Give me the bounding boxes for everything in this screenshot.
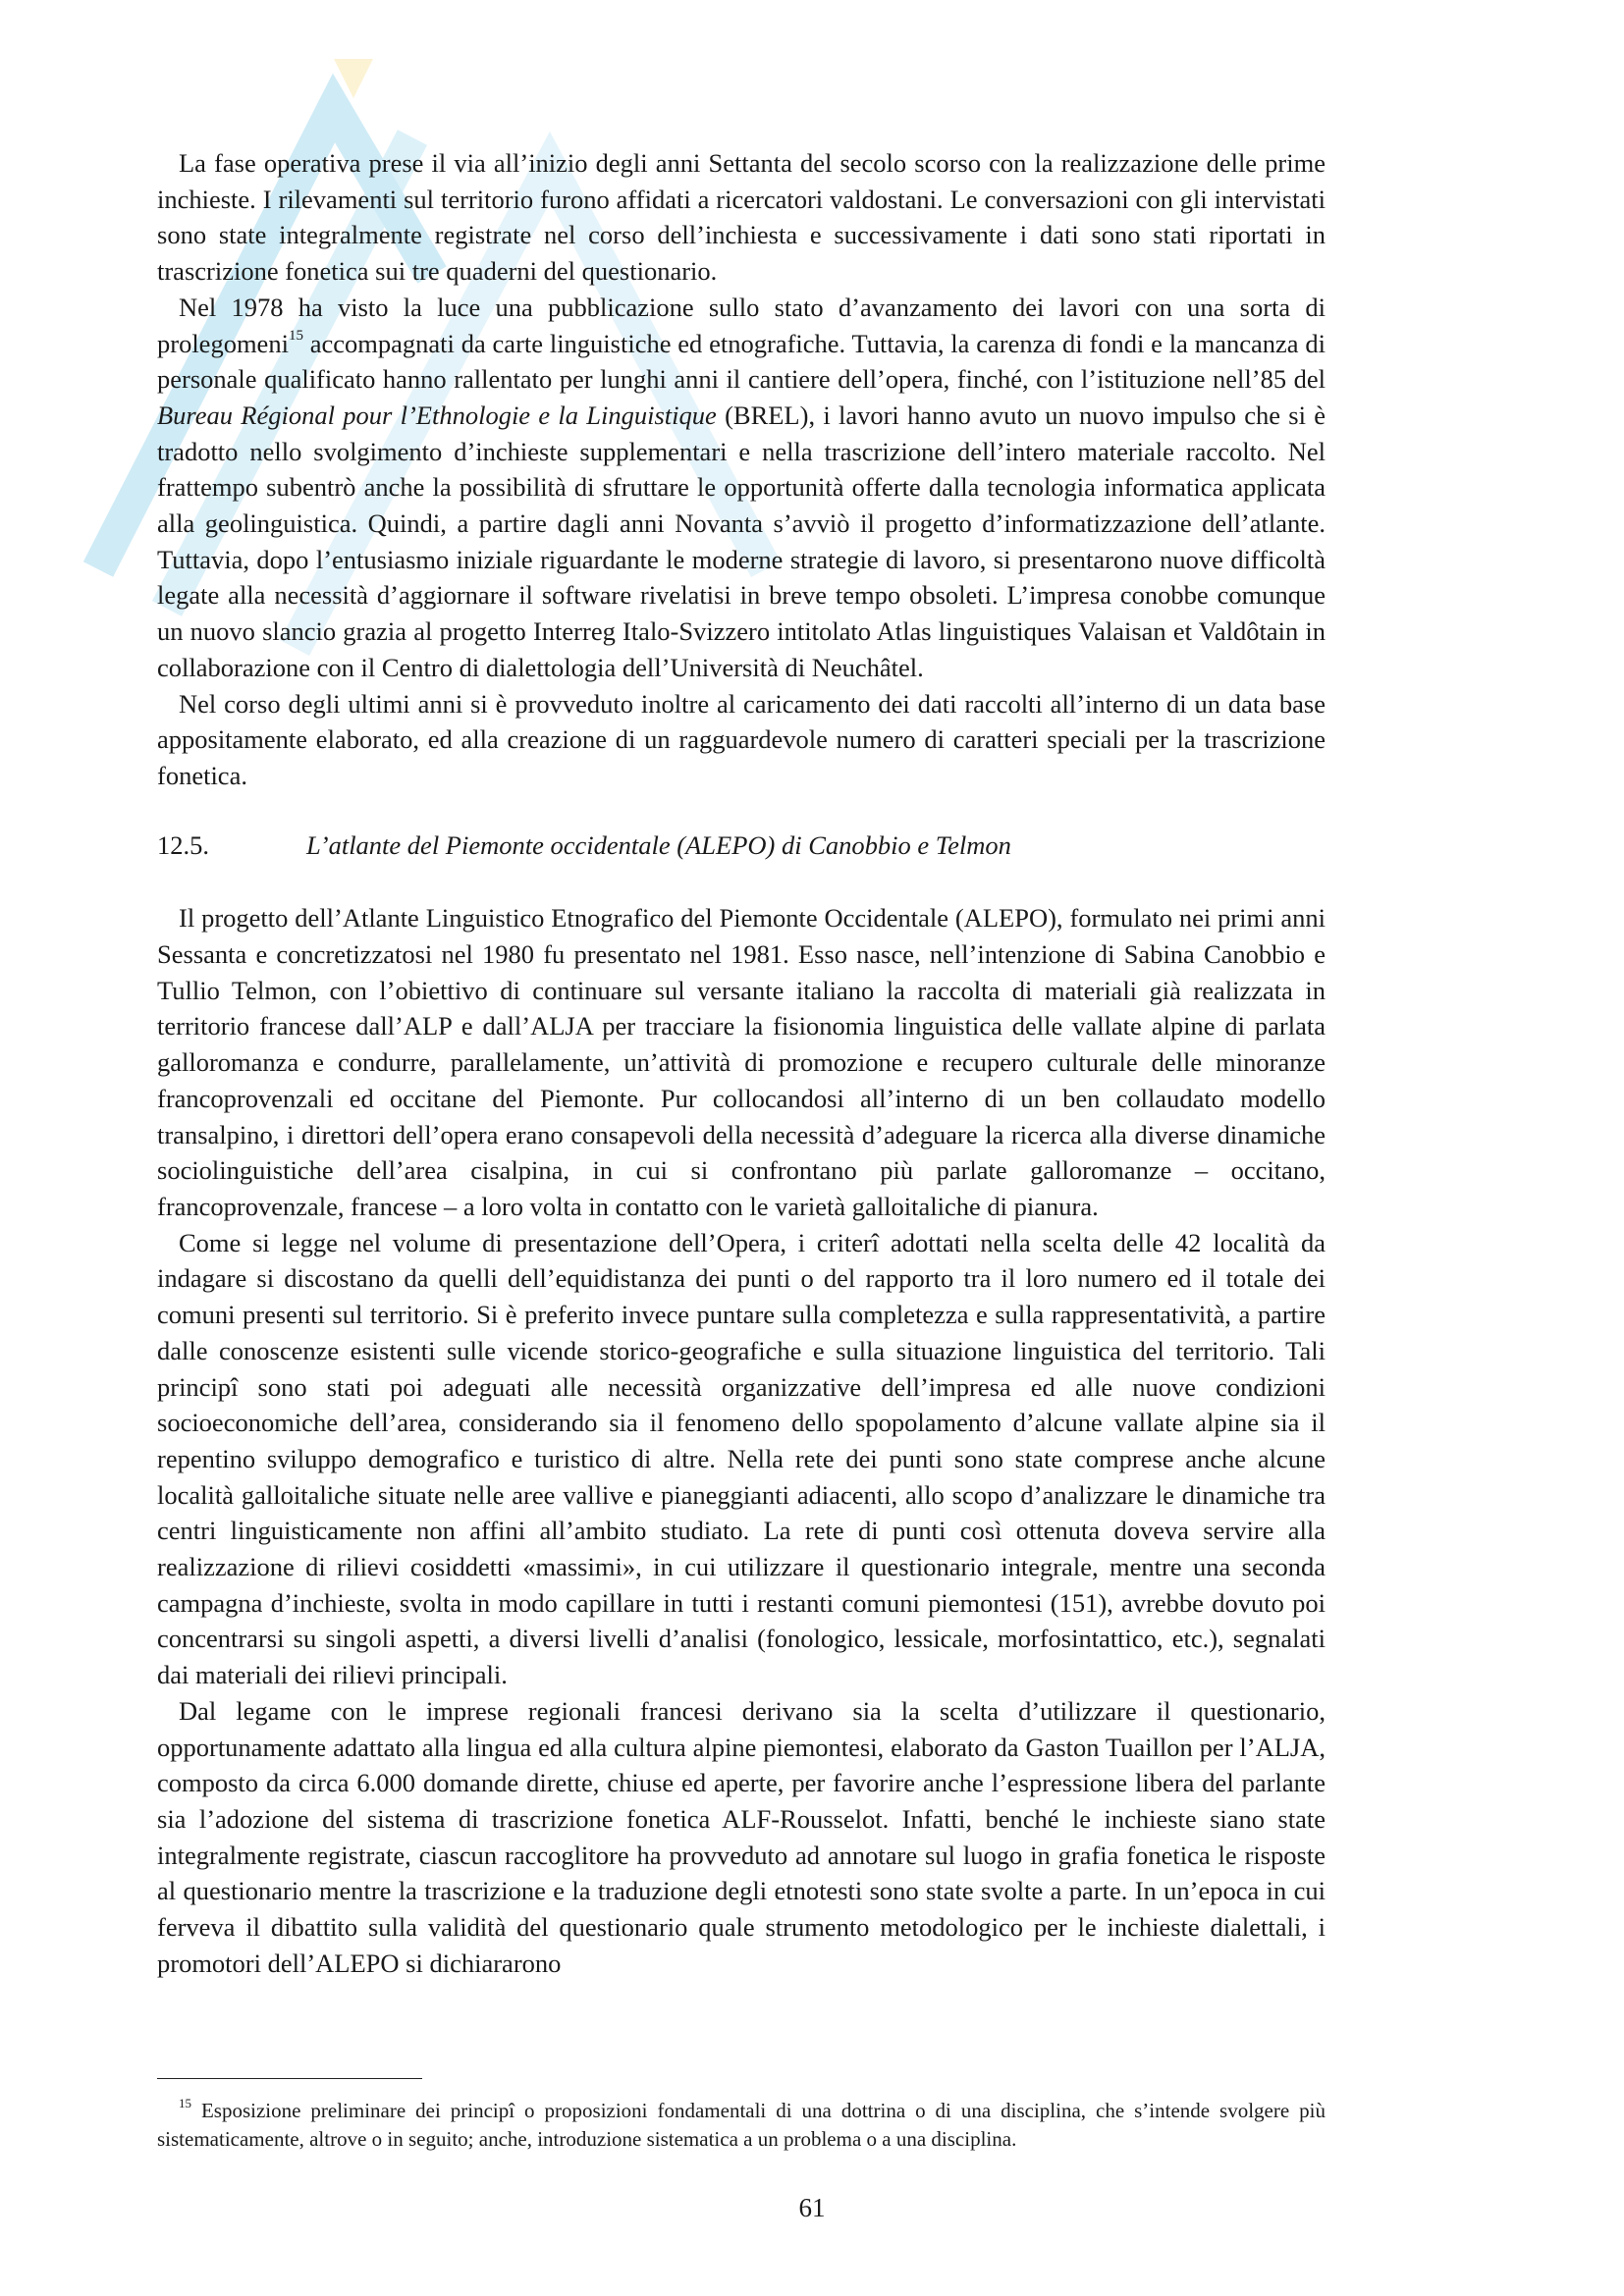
para2-text-a: Nel 1978 ha visto la luce una pubblicazione sullo stato d’avanzamento dei lavori con una sorta di prolegomeni [157, 292, 1326, 358]
bureau-name-italic: Bureau Régional pour l’Ethnologie e la Linguistique [157, 400, 717, 430]
section-heading [157, 828, 1326, 864]
section-number: 12.5. [157, 829, 209, 860]
footnote-text: Esposizione preliminare dei principî o proposizioni fondamentali di una dottrina o di una disciplina, che s’intende svolgere più sistematicamente, altrove o in seguito; anche, introduzione sistematica a un problema o a una disciplina. [157, 2099, 1326, 2151]
footnote-15 [157, 2097, 1326, 2154]
paragraph-1978-publication [157, 290, 1326, 686]
paragraph-questionnaire: Dal legame con le imprese regionali francesi derivano sia la scelta d’utilizzare il questionario, opportunamente adattato alla lingua ed alla cultura alpine piemontesi, elaborato da Gaston Tuaillon per l’ALJA, composto da circa 6.000 domande dirette, chiuse ed aperte, per favorire anche l’espressione libera del parlante sia l’adozione del sistema di trascrizione fonetica ALF-Rousselot. Infatti, benché le inchieste siano state integralmente registrate, ciascun raccoglitore ha provveduto ad annotare sul luogo in grafia fonetica le risposte al questionario mentre la trascrizione e la traduzione degli etnotesti sono state svolte a parte. In un’epoca in cui ferveva il dibattito sulla validità del questionario quale strumento metodologico per le inchieste dialettali, i promotori dell’ALEPO si dichiararono [157, 1695, 1326, 1978]
footnote-separator [157, 2078, 422, 2079]
page-number: 61 [798, 2193, 826, 2222]
paragraph-operational-phase: La fase operativa prese il via all’inizio degli anni Settanta del secolo scorso con la realizzazione delle prime inchieste. I rilevamenti sul territorio furono affidati a ricercatori valdostani. Le conversazioni con gli intervistati sono state integralmente registrate nel corso dell’inchiesta e successivamente i dati sono stati riportati in trascrizione fonetica sui tre quaderni del questionario. [157, 148, 1326, 287]
section-title: L’atlante del Piemonte occidentale (ALEPO) di Canobbio e Telmon [306, 829, 1011, 860]
document-body [157, 145, 1326, 1981]
paragraph-alepo-project: Il progetto dell’Atlante Linguistico Etnografico del Piemonte Occidentale (ALEPO), formulato nei primi anni Sessanta e concretizzatosi nel 1980 fu presentato nel 1981. Esso nasce, nell’intenzione di Sabina Canobbio e Tullio Telmon, con l’obiettivo di continuare sul versante italiano la raccolta di materiali già realizzata in territorio francese dall’ALP e dall’ALJA per tracciare la fisionomia linguistica delle vallate alpine di parlata galloromanza e condurre, parallelamente, un’attività di promozione e recupero culturale delle minoranze francoprovenzali ed occitane del Piemonte. Pur collocandosi all’interno di un ben collaudato modello transalpino, i direttori dell’opera erano consapevoli della necessità d’adeguare la ricerca alla diverse dinamiche sociolinguistiche dell’area cisalpina, in cui si confrontano più parlate galloromanze – occitano, francoprovenzale, francese – a loro volta in contatto con le varietà galloitaliche di pianura. [157, 903, 1326, 1221]
para2-text-c: (BREL), i lavori hanno avuto un nuovo impulso che si è tradotto nello svolgimento d’inchieste supplementari e nella trascrizione dell’intero materiale raccolto. Nel frattempo subentrò anche la possibilità di sfruttare le opportunità offerte dalla tecnologia informatica applicata alla geolinguistica. Quindi, a partire dagli anni Novanta s’avviò il progetto d’informatizzazione dell’atlante. Tuttavia, dopo l’entusiasmo iniziale riguardante le moderne strategie di lavoro, si presentarono nuove difficoltà legate alla necessità d’aggiornare il software rivelatisi in breve tempo obsoleti. L’impresa conobbe comunque un nuovo slancio grazia al progetto Interreg Italo-Svizzero intitolato Atlas linguistiques Valaisan et Valdôtain in collaborazione con il Centro di dialettologia dell’Università di Neuchâtel. [157, 400, 1326, 682]
paragraph-criteria: Come si legge nel volume di presentazione dell’Opera, i criterî adottati nella scelta delle 42 località da indagare si discostano da quelli dell’equidistanza dei punti o del rapporto tra il loro numero ed il totale dei comuni presenti sul territorio. Si è preferito invece puntare sulla completezza e sulla rappresentatività, a partire dalle conoscenze esistenti sulle vicende storico-geografiche e sulla situazione linguistica del territorio. Tali principî sono stati poi adeguati alle necessità organizzative dell’impresa ed alle nuove condizioni socioeconomiche dell’area, considerando sia il fenomeno dello spopolamento d’alcune vallate alpine sia il repentino sviluppo demografico e turistico di altre. Nella rete dei punti sono state comprese anche alcune località galloitaliche situate nelle aree vallive e pianeggianti adiacenti, allo scopo d’analizzare le dinamiche tra centri linguisticamente non affini all’ambito studiato. La rete di punti così ottenuta doveva servire alla realizzazione di rilievi cosiddetti «massimi», in cui utilizzare il questionario integrale, mentre una seconda campagna d’inchieste, svolta in modo capillare in tutti i restanti comuni piemontesi (151), avrebbe dovuto poi concentrarsi su singoli aspetti, a diversi livelli d’analisi (fonologico, lessicale, morfosintattico, etc.), segnalati dai materiali dei rilievi principali. [157, 1227, 1326, 1690]
footnote-ref-15[interactable]: 15 [288, 327, 303, 344]
para2-text-b: accompagnati da carte linguistiche ed etnografiche. Tuttavia, la carenza di fondi e la mancanza di personale qualificato hanno rallentato per lunghi anni il cantiere dell’opera, finché, con l’istituzione nell’85 del [157, 328, 1326, 395]
paragraph-database: Nel corso degli ultimi anni si è provveduto inoltre al caricamento dei dati raccolti all’interno di un data base appositamente elaborato, ed alla creazione di un ragguardevole numero di caratteri speciali per la trascrizione fonetica. [157, 688, 1326, 790]
footnote-number: 15 [179, 2096, 191, 2110]
